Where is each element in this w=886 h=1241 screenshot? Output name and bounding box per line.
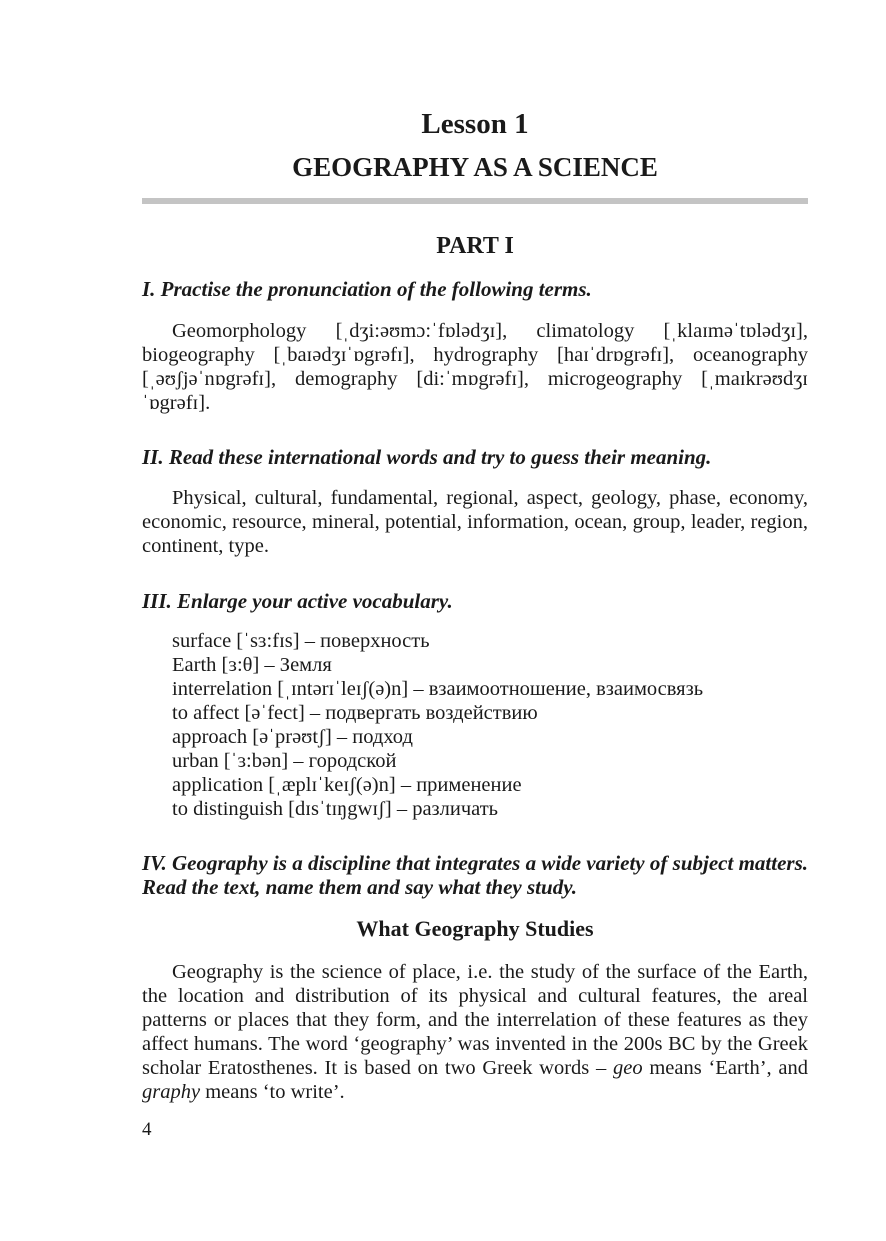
vocab-item: to distinguish [dɪsˈtɪŋgwɪʃ] – различать — [172, 798, 499, 820]
reading-title: What Geography Studies — [356, 916, 594, 941]
vocab-item: surface [ˈsɜ:fɪs] – поверхность — [172, 630, 430, 652]
vocab-item: approach [əˈprəʊtʃ] – подход — [172, 726, 413, 748]
title-divider — [142, 198, 808, 204]
term-graphy: graphy — [142, 1081, 201, 1103]
task-1-text: Geomorphology [ˌdʒi:əʊmɔ:ˈfɒlədʒɪ], climatology [ˌklaɪməˈtɒlədʒɪ], biogeography [ˌbaɪədʒɪˈɒgrəfɪ], hydrography [haɪˈdrɒgrəfɪ], oceanography [ˌəʊʃjəˈnɒgrəfɪ], demography [di:ˈmɒgrəfɪ], microgeography [ˌmaɪkrəʊdʒɪˈɒgrəfɪ]. — [142, 320, 808, 414]
vocab-item: application [ˌæplɪˈkeɪʃ(ə)n] – применение — [172, 774, 522, 796]
part-heading: PART I — [436, 233, 514, 259]
term-geo: geo — [613, 1057, 643, 1079]
lesson-title: GEOGRAPHY AS A SCIENCE — [292, 152, 658, 182]
task-1-heading: I. Practise the pronunciation of the following terms. — [142, 277, 592, 301]
vocab-item: Earth [ɜ:θ] – Земля — [172, 654, 332, 676]
task-2-heading: II. Read these international words and try to guess their meaning. — [142, 445, 712, 469]
vocab-item: to affect [əˈfect] – подвергать воздействию — [172, 702, 538, 724]
vocab-item: interrelation [ˌɪntərɪˈleɪʃ(ə)n] – взаимоотношение, взаимосвязь — [172, 678, 704, 700]
reading-text: Geography is the science of place, i.e. the study of the surface of the Earth, the location and distribution of its physical and cultural features, the areal patterns or places that they form, and the interrelation of these features as they affect humans. The word ‘geography’ was invented in the 200s BC by the Greek scholar Eratosthenes. It is based on two Greek words – geo means ‘Earth’, and graphy means ‘to write’. — [142, 961, 808, 1103]
task-2-text: Physical, cultural, fundamental, regional, aspect, geology, phase, economy, economic, resource, mineral, potential, information, ocean, group, leader, region, continent, type. — [142, 487, 808, 557]
vocab-item: urban [ˈɜ:bən] – городской — [172, 750, 397, 772]
vocabulary-list — [172, 629, 812, 821]
task-3-heading: III. Enlarge your active vocabulary. — [142, 589, 453, 613]
page-number: 4 — [142, 1119, 152, 1140]
lesson-number: Lesson 1 — [421, 108, 529, 140]
task-4-heading: IV. Geography is a discipline that integrates a wide variety of subject matters. Read the text, name them and say what they study. — [142, 851, 808, 899]
